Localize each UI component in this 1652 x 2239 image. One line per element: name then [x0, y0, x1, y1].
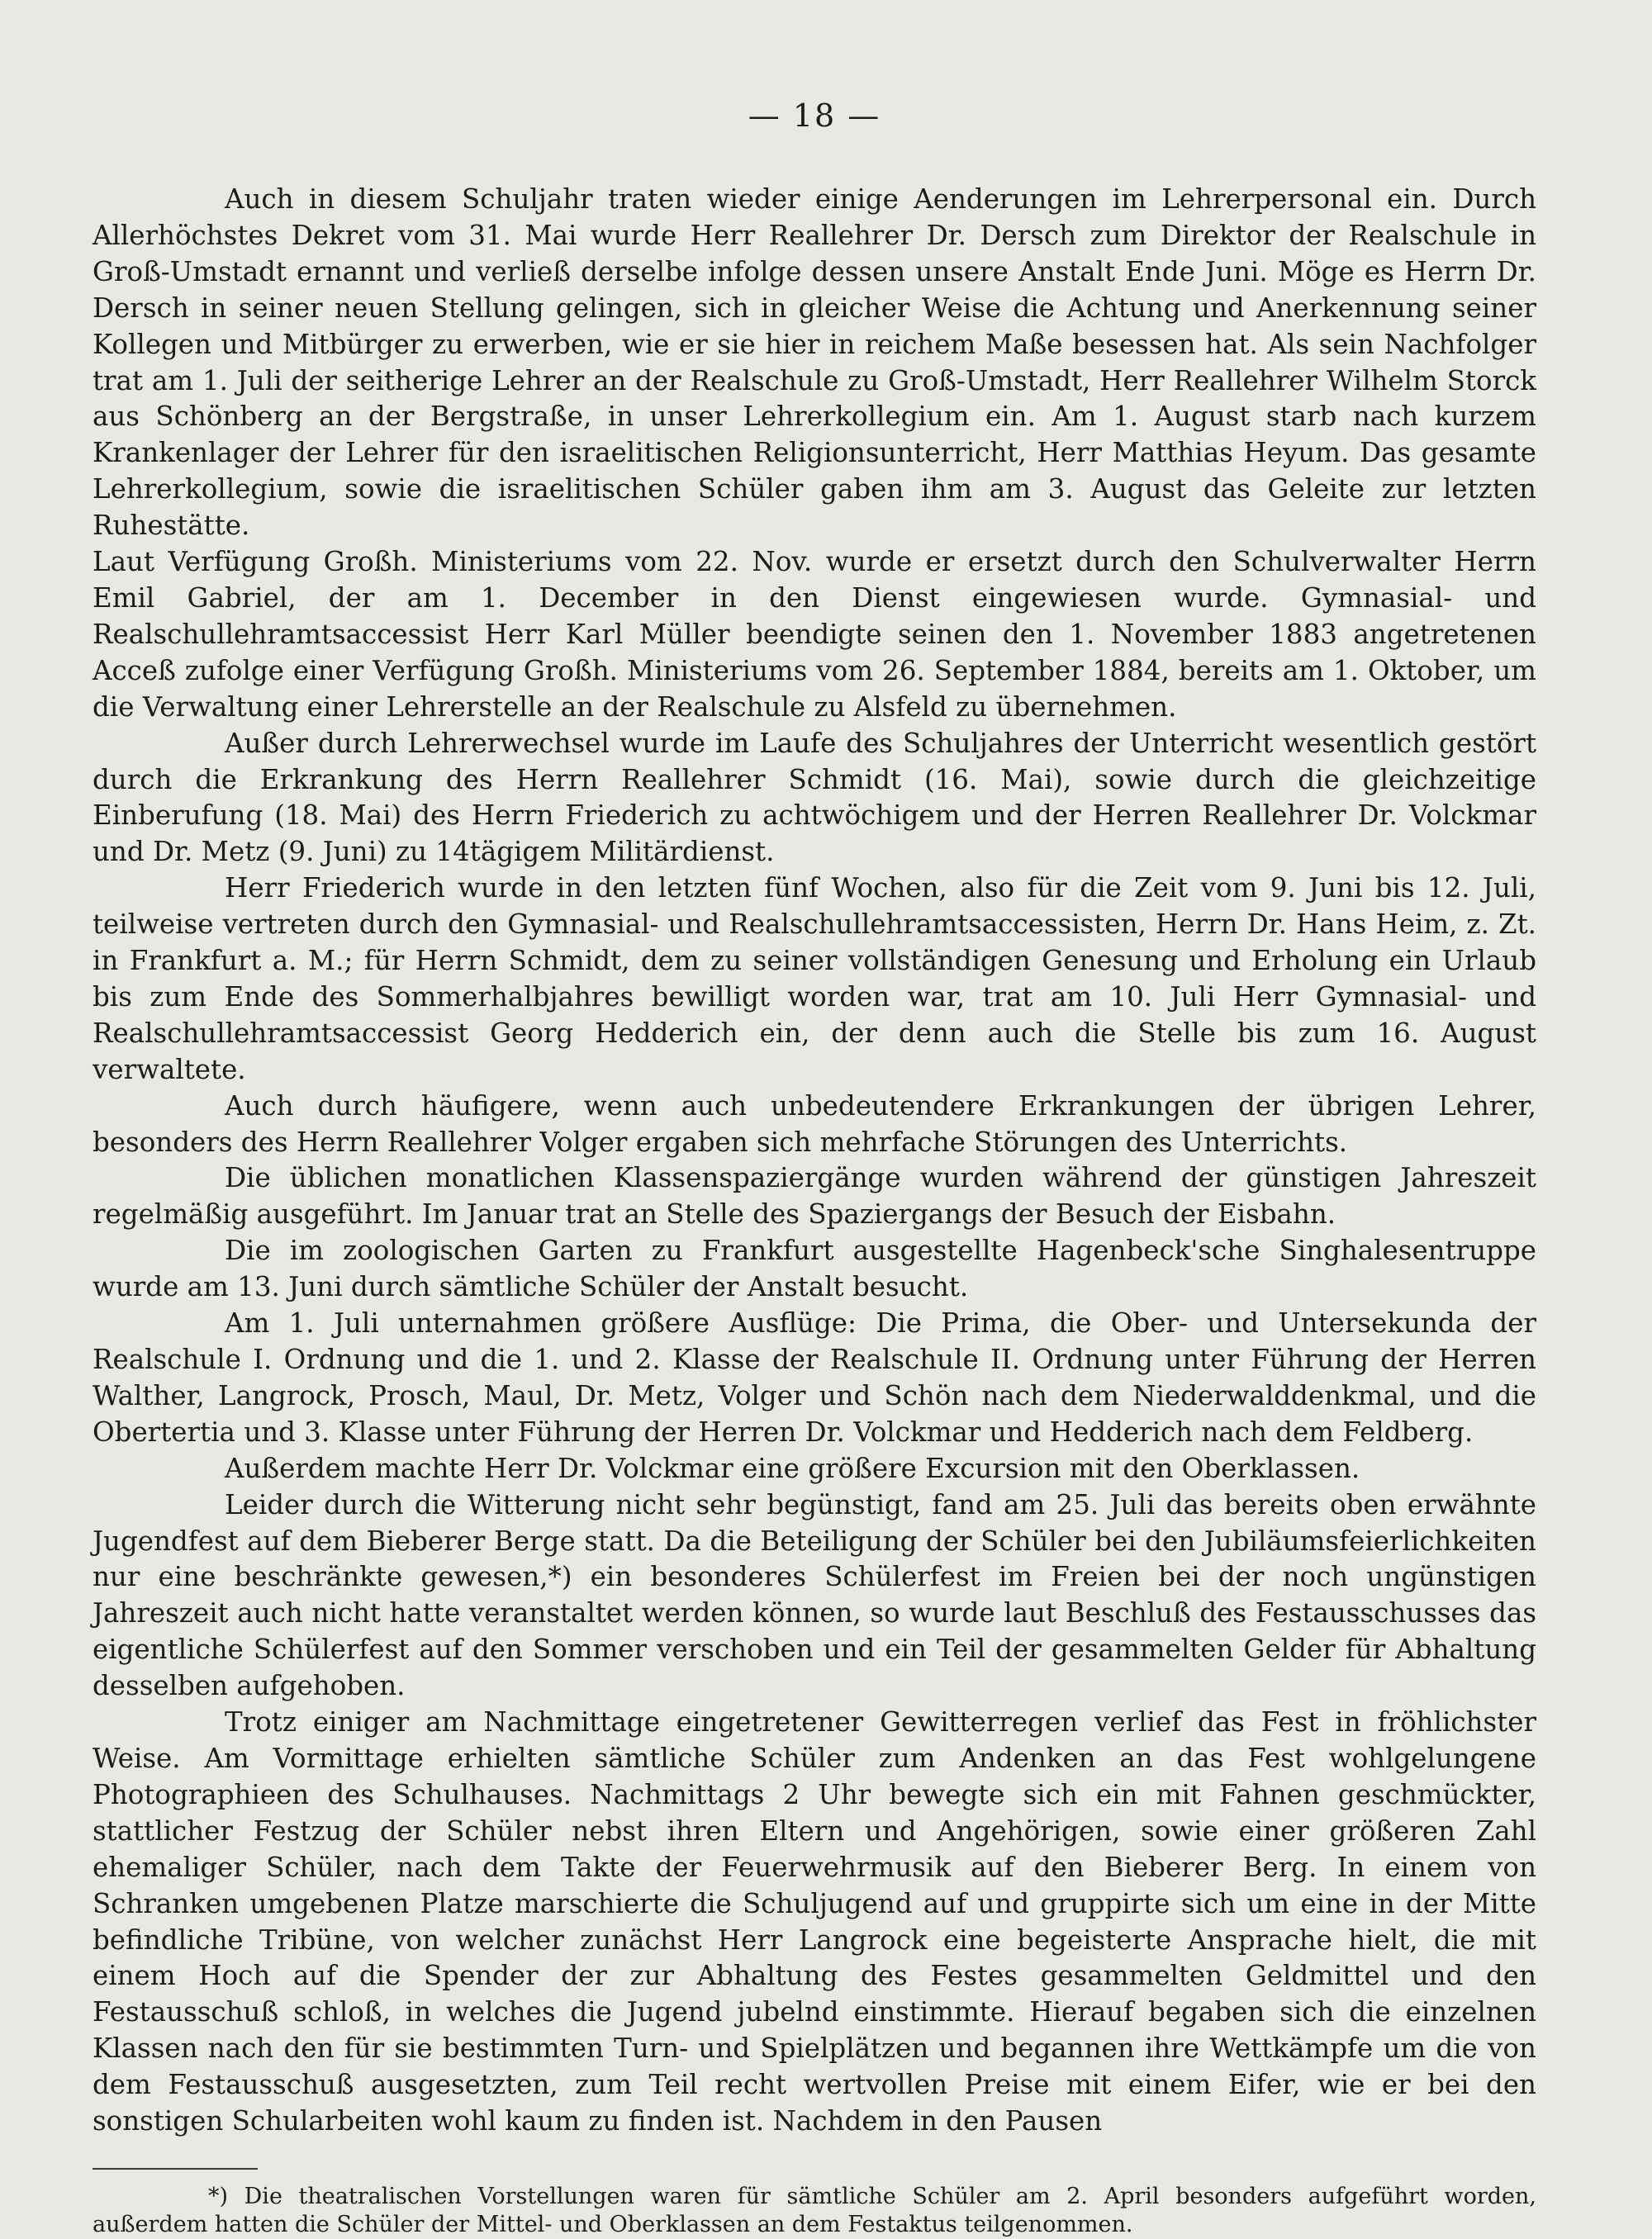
page-number: — 18 —	[748, 97, 881, 134]
paragraph-substitutes: Herr Friederich wurde in den letzten fünf Wochen, also für die Zeit vom 9. Juni bis 12. Juli, teilweise vertreten durch den Gymnasial- und Realschullehramtsaccessisten, Herrn Dr. Hans Heim, z. Zt. in Frankfurt a. M.; für Herrn Schmidt, dem zu seiner vollständigen Genesung und Erholung ein Urlaub bis zum Ende des Sommerhalbjahres bewilligt worden war, trat am 10. Juli Herr Gymnasial- und Realschullehramtsaccessist Georg Hedderich ein, der denn auch die Stelle bis zum 16. August verwaltete.	[93, 872, 1536, 1085]
paragraph-zoo-visit: Die im zoologischen Garten zu Frankfurt ausgestellte Hagenbeck'sche Singhalesentruppe wurde am 13. Juni durch sämtliche Schüler der Anstalt besucht.	[93, 1235, 1536, 1303]
paragraph-replacement: Laut Verfügung Großh. Ministeriums vom 22. Nov. wurde er ersetzt durch den Schulverwalter Herrn Emil Gabriel, der am 1. December in den Dienst eingewiesen wurde. Gymnasial- und Realschullehramtsaccessist Herr Karl Müller beendigte seinen den 1. November 1883 angetretenen Acceß zufolge einer Verfügung Großh. Ministeriums vom 26. September 1884, bereits am 1. Oktober, um die Verwaltung einer Lehrerstelle an der Realschule zu Alsfeld zu übernehmen.	[93, 546, 1536, 723]
footnote: *) Die theatralischen Vorstellungen waren für sämtliche Schüler am 2. April besonders aufgeführt worden, außerdem hatten die Schüler der Mittel- und Oberklassen an dem Festaktus teilgenommen.	[93, 2183, 1536, 2237]
paragraph-festival-day: Trotz einiger am Nachmittage eingetretener Gewitterregen verlief das Fest in fröhlichster Weise. Am Vormittage erhielten sämtliche Schüler zum Andenken an das Fest wohlgelungene Photographieen des Schulhauses. Nachmittags 2 Uhr bewegte sich ein mit Fahnen geschmückter, stattlicher Festzug der Schüler nebst ihren Eltern und Angehörigen, sowie einer größeren Zahl ehemaliger Schüler, nach dem Takte der Feuerwehrmusik auf den Bieberer Berg. In einem von Schranken umgebenen Platze marschierte die Schuljugend auf und gruppirte sich um eine in der Mitte befindliche Tribüne, von welcher zunächst Herr Langrock eine begeisterte Ansprache hielt, die mit einem Hoch auf die Spender der zur Abhaltung des Festes gesammelten Geldmittel und den Festausschuß schloß, in welches die Jugend jubelnd einstimmte. Hierauf begaben sich die einzelnen Klassen nach den für sie bestimmten Turn- und Spielplätzen und begannen ihre Wettkämpfe um die von dem Festausschuß ausgesetzten, zum Teil recht wertvollen Preise mit einem Eifer, wie er bei den sonstigen Schularbeiten wohl kaum zu finden ist. Nachdem in den Pausen	[93, 1706, 1536, 2137]
paragraph-disruptions: Außer durch Lehrerwechsel wurde im Laufe des Schuljahres der Unterricht wesentlich gestört durch die Erkrankung des Herrn Reallehrer Schmidt (16. Mai), sowie durch die gleichzeitige Einberufung (18. Mai) des Herrn Friederich zu achtwöchigem und der Herren Reallehrer Dr. Volckmar und Dr. Metz (9. Juni) zu 14tägigem Militärdienst.	[93, 727, 1536, 868]
paragraph-youth-festival: Leider durch die Witterung nicht sehr begünstigt, fand am 25. Juli das bereits oben erwähnte Jugendfest auf dem Bieberer Berge statt. Da die Beteiligung der Schüler bei den Jubiläumsfeierlichkeiten nur eine beschränkte gewesen,*) ein besonderes Schülerfest im Freien bei der noch ungünstigen Jahreszeit auch nicht hatte veranstaltet werden können, so wurde laut Beschluß des Festausschusses das eigentliche Schülerfest auf den Sommer verschoben und ein Teil der gesammelten Gelder für Abhaltung desselben aufgehoben.	[93, 1488, 1536, 1702]
paragraph-illnesses: Auch durch häufigere, wenn auch unbedeutendere Erkrankungen der übrigen Lehrer, besonders des Herrn Reallehrer Volger ergaben sich mehrfache Störungen des Unterrichts.	[93, 1089, 1536, 1158]
paragraph-staff-changes: Auch in diesem Schuljahr traten wieder einige Aenderungen im Lehrerpersonal ein. Durch Allerhöchstes Dekret vom 31. Mai wurde Herr Reallehrer Dr. Dersch zum Direktor der Realschule in Groß-Umstadt ernannt und verließ derselbe infolge dessen unsere Anstalt Ende Juni. Möge es Herrn Dr. Dersch in seiner neuen Stellung gelingen, sich in gleicher Weise die Achtung und Anerkennung seiner Kollegen und Mitbürger zu erwerben, wie er sie hier in reichem Maße besessen hat. Als sein Nachfolger trat am 1. Juli der seitherige Lehrer an der Realschule zu Groß-Umstadt, Herr Reallehrer Wilhelm Storck aus Schönberg an der Bergstraße, in unser Lehrerkollegium ein. Am 1. August starb nach kurzem Krankenlager der Lehrer für den israelitischen Religionsunterricht, Herr Matthias Heyum. Das gesamte Lehrerkollegium, sowie die israelitischen Schüler gaben ihm am 3. August das Geleite zur letzten Ruhestätte.	[93, 183, 1536, 542]
paragraph-excursions: Am 1. Juli unternahmen größere Ausflüge: Die Prima, die Ober- und Untersekunda der Realschule I. Ordnung und die 1. und 2. Klasse der Realschule II. Ordnung unter Führung der Herren Walther, Langrock, Prosch, Maul, Dr. Metz, Volger und Schön nach dem Niederwalddenkmal, und die Obertertia und 3. Klasse unter Führung der Herren Dr. Volckmar und Hedderich nach dem Feldberg.	[93, 1307, 1536, 1448]
footnote-divider	[93, 2168, 258, 2170]
paragraph-extra-excursion: Außerdem machte Herr Dr. Volckmar eine größere Excursion mit den Oberklassen.	[225, 1452, 1360, 1484]
paragraph-walks: Die üblichen monatlichen Klassenspaziergänge wurden während der günstigen Jahreszeit regelmäßig ausgeführt. Im Januar trat an Stelle des Spaziergangs der Besuch der Eisbahn.	[93, 1162, 1536, 1231]
body-text	[93, 182, 1536, 2140]
